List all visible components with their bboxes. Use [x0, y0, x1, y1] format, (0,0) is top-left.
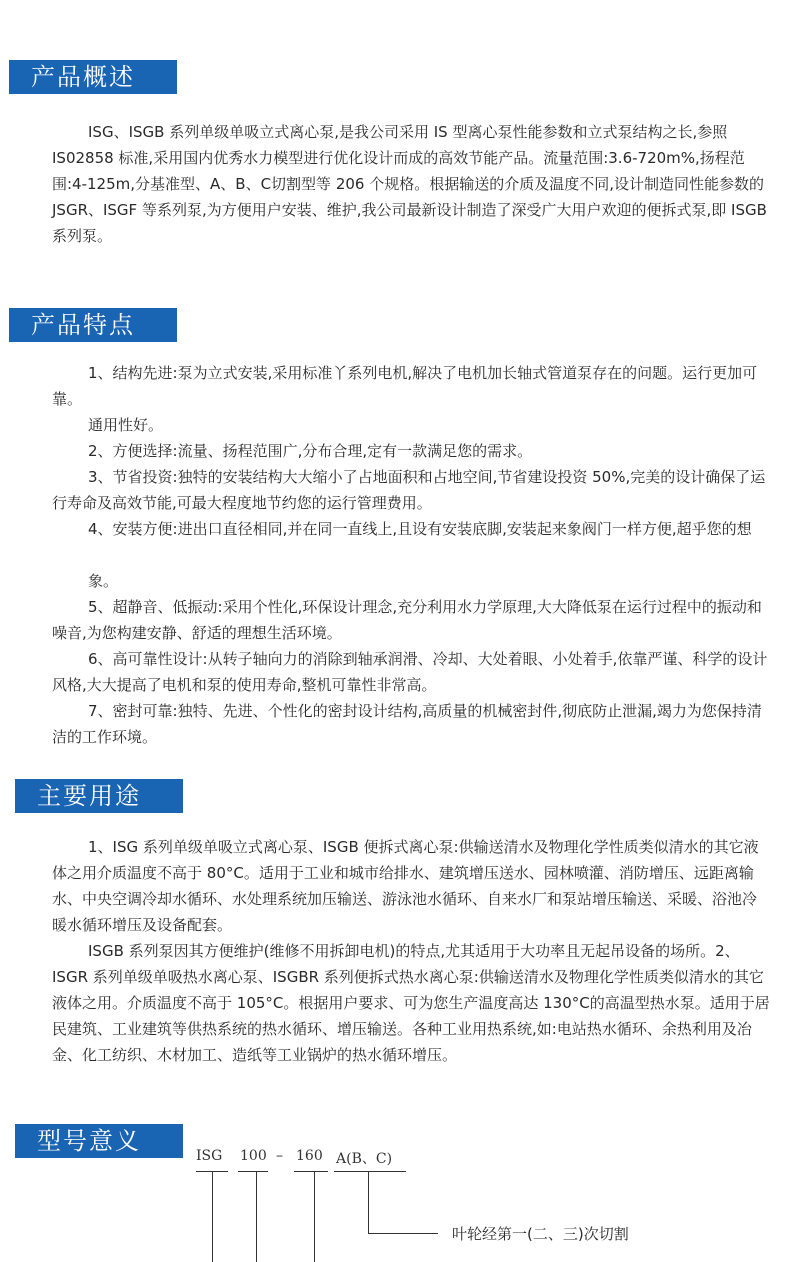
feature-item: 5、超静音、低振动:采用个性化,环保设计理念,充分利用水力学原理,大大降低泵在运行过程中的振动和噪音,为您构建安静、舒适的理想生活环境。 [52, 598, 762, 642]
model-cut-code: A(B、C) [336, 1151, 393, 1167]
leader-impeller [314, 1171, 315, 1262]
leader-cut-horizontal [368, 1233, 438, 1234]
feature-item: 3、节省投资:独特的安装结构大大缩小了占地面积和占地空间,节省建设投资 50%,完美的设计确保了运行寿命及高效节能,可最大程度地节约您的运行管理费用。 [52, 468, 766, 512]
feature-item: 象。 [88, 572, 119, 590]
uses-paragraph: 1、ISG 系列单级单吸立式离心泵、ISGB 便拆式离心泵:供输送清水及物理化学性质类似清水的其它液体之用介质温度不高于 80°C。适用于工业和城市给排水、建筑增压送水、园林喷灌、消防增压、远距离输水、中央空调冷却水循环、水处理系统加压输送、游泳池水循环、自来水厂和泵站增压输送、采暖、浴池冷暖水循环增压及设备配套。 [52, 838, 759, 934]
model-dash: – [276, 1148, 283, 1164]
section-title-features: 产品特点 [9, 308, 177, 342]
model-inlet-code: 100 [240, 1148, 267, 1164]
feature-item: 通用性好。 [88, 416, 164, 434]
overview-paragraph: ISG、ISGB 系列单级单吸立式离心泵,是我公司采用 IS 型离心泵性能参数和立式泵结构之长,参照 IS02858 标准,采用国内优秀水力模型进行优化设计而成的高效节能产品。流量范围:3.6-720m%,扬程范围:4-125m,分基准型、A、B、C切割型等 206 个规格。根据输送的介质及温度不同,设计制造同性能参数的JSGR、ISGF 等系列泵,为方便用户安装、维护,我公司最新设计制造了深受广大用户欢迎的便拆式泵,即 ISGB 系列泵。 [52, 123, 767, 245]
model-series-code: ISG [196, 1148, 223, 1164]
section-title-overview: 产品概述 [9, 60, 177, 94]
feature-item: 7、密封可靠:独特、先进、个性化的密封设计结构,高质量的机械密封件,彻底防止泄漏,竭力为您保持清洁的工作环境。 [52, 702, 762, 746]
section-title-uses: 主要用途 [15, 779, 183, 813]
section-title-model: 型号意义 [15, 1124, 183, 1158]
feature-item: 1、结构先进:泵为立式安装,采用标准丫系列电机,解决了电机加长轴式管道泵存在的问题。运行更加可靠。 [52, 364, 758, 408]
callout-cut-meaning: 叶轮经第一(二、三)次切割 [452, 1225, 629, 1243]
feature-item: 2、方便选择:流量、扬程范围广,分布合理,定有一款满足您的需求。 [88, 442, 533, 460]
feature-item: 4、安装方便:进出口直径相同,并在同一直线上,且设有安装底脚,安装起来象阀门一样方便,超乎您的想 [88, 520, 752, 538]
underline-cut [334, 1171, 406, 1172]
underline-inlet [238, 1171, 268, 1172]
model-impeller-code: 160 [296, 1148, 323, 1164]
leader-series [212, 1171, 213, 1262]
model-code-diagram [196, 1148, 716, 1262]
feature-item: 6、高可靠性设计:从转子轴向力的消除到轴承润滑、冷却、大处着眼、小处着手,依靠严谨、科学的设计风格,大大提高了电机和泵的使用寿命,整机可靠性非常高。 [52, 650, 768, 694]
uses-paragraph: ISGB 系列泵因其方便维护(维修不用拆卸电机)的特点,尤其适用于大功率且无起吊设备的场所。2、ISGR 系列单级单吸热水离心泵、ISGBR 系列便拆式热水离心泵:供输送清水及物理化学性质类似清水的其它液体之用。介质温度不高于 105°C。根据用户要求、可为您生产温度高达 130°C的高温型热水泵。适用于居民建筑、工业建筑等供热系统的热水循环、增压输送。各种工业用热系统,如:电站热水循环、余热利用及冶金、化工纺织、木材加工、造纸等工业锅炉的热水循环增压。 [52, 942, 770, 1064]
underline-impeller [294, 1171, 328, 1172]
leader-cut [368, 1171, 369, 1233]
leader-inlet [256, 1171, 257, 1262]
